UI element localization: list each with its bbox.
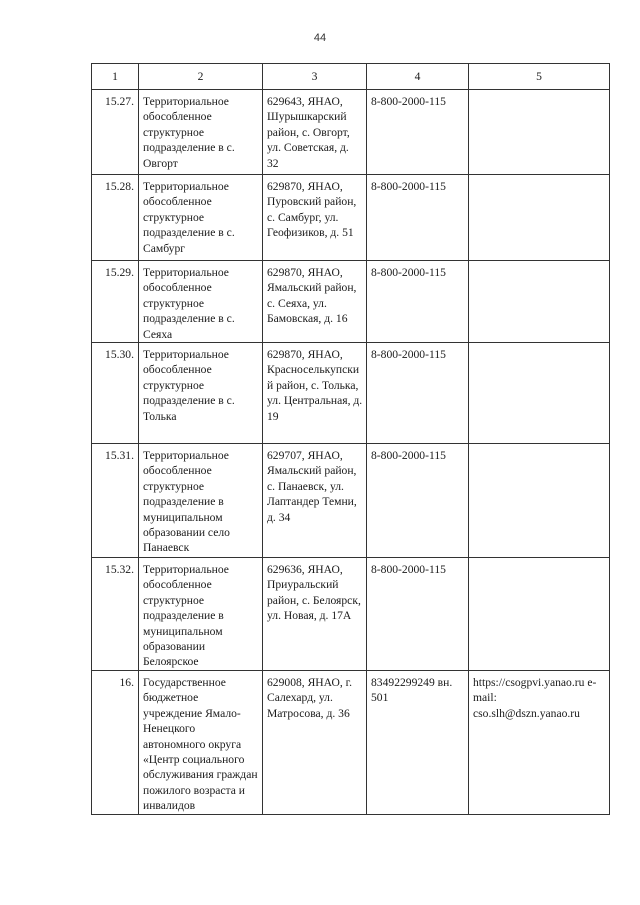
- web-cell: [469, 90, 610, 175]
- institutions-table: [91, 63, 610, 815]
- web-cell: [469, 261, 610, 343]
- table-row: [92, 261, 610, 343]
- address-cell: 629870, ЯНАО, Пуровский район, с. Самбург, ул. Геофизиков, д. 51: [263, 175, 367, 261]
- address-cell: 629636, ЯНАО, Приуральский район, с. Белоярск, ул. Новая, д. 17А: [263, 558, 367, 671]
- table-row: [92, 90, 610, 175]
- column-header: 5: [469, 64, 610, 90]
- page-number: 44: [313, 32, 327, 44]
- phone-cell: 83492299249 вн. 501: [367, 670, 469, 814]
- name-cell: Территориальное обособленное структурное подразделение в муниципальном образовании село Панаевск: [139, 444, 263, 558]
- address-cell: 629870, ЯНАО, Красноселькупский район, с. Толька, ул. Центральная, д. 19: [263, 343, 367, 444]
- address-cell: 629643, ЯНАО, Шурышкарский район, с. Овгорт, ул. Советская, д. 32: [263, 90, 367, 175]
- row-number-cell: 15.30.: [92, 343, 139, 444]
- name-cell: Территориальное обособленное структурное подразделение в муниципальном образовании Белоярское: [139, 558, 263, 671]
- address-cell: 629707, ЯНАО, Ямальский район, с. Панаевск, ул. Лаптандер Темни, д. 34: [263, 444, 367, 558]
- name-cell: Территориальное обособленное структурное подразделение в с. Самбург: [139, 175, 263, 261]
- phone-cell: 8-800-2000-115: [367, 444, 469, 558]
- web-cell: [469, 444, 610, 558]
- column-header: 3: [263, 64, 367, 90]
- name-cell: Территориальное обособленное структурное подразделение в с. Сеяха: [139, 261, 263, 343]
- column-header: 4: [367, 64, 469, 90]
- row-number-cell: 16.: [92, 670, 139, 814]
- table-header-row: [92, 64, 610, 90]
- web-cell: [469, 175, 610, 261]
- web-cell: https://csogpvi.yanao.ru e-mail: cso.slh@dszn.yanao.ru: [469, 670, 610, 814]
- table-row: [92, 343, 610, 444]
- column-header: 2: [139, 64, 263, 90]
- name-cell: Территориальное обособленное структурное подразделение в с. Овгорт: [139, 90, 263, 175]
- phone-cell: 8-800-2000-115: [367, 261, 469, 343]
- row-number-cell: 15.29.: [92, 261, 139, 343]
- address-cell: 629008, ЯНАО, г. Салехард, ул. Матросова, д. 36: [263, 670, 367, 814]
- column-header: 1: [92, 64, 139, 90]
- address-cell: 629870, ЯНАО, Ямальский район, с. Сеяха, ул. Бамовская, д. 16: [263, 261, 367, 343]
- name-cell: Государственное бюджетное учреждение Ямало-Ненецкого автономного округа «Центр социального обслуживания граждан пожилого возраста и инвалидов: [139, 670, 263, 814]
- row-number-cell: 15.31.: [92, 444, 139, 558]
- row-number-cell: 15.32.: [92, 558, 139, 671]
- phone-cell: 8-800-2000-115: [367, 558, 469, 671]
- row-number-cell: 15.28.: [92, 175, 139, 261]
- phone-cell: 8-800-2000-115: [367, 90, 469, 175]
- name-cell: Территориальное обособленное структурное подразделение в с. Толька: [139, 343, 263, 444]
- table-row: [92, 444, 610, 558]
- table-row: [92, 175, 610, 261]
- table-row: [92, 670, 610, 814]
- web-cell: [469, 558, 610, 671]
- web-cell: [469, 343, 610, 444]
- phone-cell: 8-800-2000-115: [367, 175, 469, 261]
- table-row: [92, 558, 610, 671]
- row-number-cell: 15.27.: [92, 90, 139, 175]
- phone-cell: 8-800-2000-115: [367, 343, 469, 444]
